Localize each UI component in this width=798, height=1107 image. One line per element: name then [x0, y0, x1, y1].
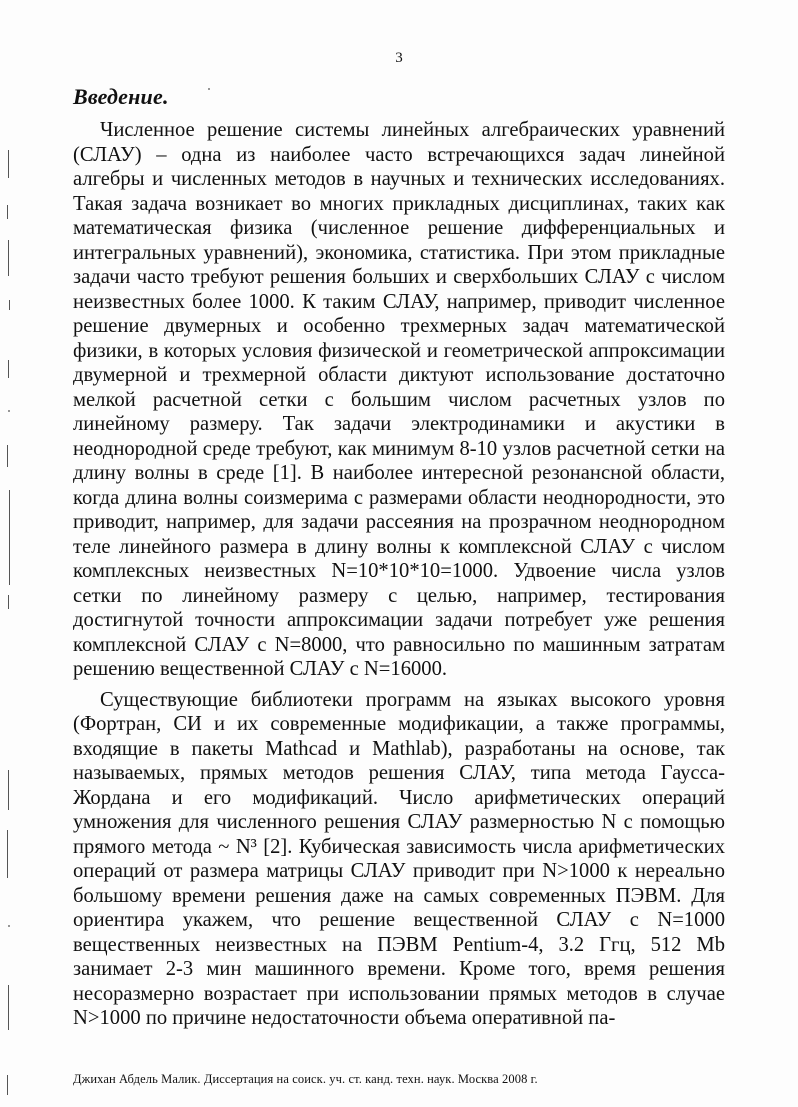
- scan-artifact: [8, 925, 10, 927]
- paragraph-2: Существующие библиотеки программ на языках высокого уровня (Фортран, СИ и их современные модификации, а также программы, входящие в пакеты Mathcad и Mathlab), разработаны на основе, так называемых, прямых методов решения СЛАУ, типа метода Гаусса-Жордана и его модификаций. Число арифметических операций умножения для численного решения СЛАУ размерностью N с помощью прямого метода ~ N³ [2]. Кубическая зависимость числа арифметических операций от размера матрицы СЛАУ приводит при N>1000 к нереально большому времени решения даже на самых современных ПЭВМ. Для ориентира укажем, что решение вещественной СЛАУ с N=1000 вещественных неизвестных на ПЭВМ Pentium-4, 3.2 Ггц, 512 Mb занимает 2-3 мин машинного времени. Кроме того, время решения несоразмерно возрастает при использовании прямых методов в случае N>1000 по причине недостаточности объема оперативной па-: [73, 688, 725, 1029]
- page-footer: Джихан Абдель Малик. Диссертация на соиск. уч. ст. канд. техн. наук. Москва 2008 г.: [73, 1072, 538, 1086]
- scan-artifact: [7, 1075, 8, 1095]
- body-text: [73, 118, 725, 1031]
- scan-artifact: [9, 490, 10, 585]
- scan-artifact: [7, 445, 8, 467]
- scan-artifact: [8, 360, 9, 378]
- scan-artifact: [8, 985, 9, 1030]
- scan-artifact: [7, 830, 8, 878]
- scan-artifact: [8, 240, 9, 276]
- scan-artifact: [8, 410, 10, 412]
- scan-artifact: [8, 595, 9, 609]
- scan-artifact: [8, 770, 9, 810]
- scan-artifact: [208, 88, 210, 90]
- scan-artifact: [7, 205, 8, 219]
- section-heading: Введение.: [73, 84, 169, 109]
- scan-artifact: [8, 150, 9, 178]
- paragraph-1: Численное решение системы линейных алгебраических уравнений (СЛАУ) – одна из наиболее часто встречающихся задач линейной алгебры и численных методов в научных и технических исследованиях. Такая задача возникает во многих прикладных дисциплинах, таких как математическая физика (численное решение дифференциальных и интегральных уравнений), экономика, статистика. При этом прикладные задачи часто требуют решения больших и сверхбольших СЛАУ с числом неизвестных более 1000. К таким СЛАУ, например, приводит численное решение двумерных и особенно трехмерных задач математической физики, в которых условия физической и геометрической аппроксимации двумерной и трехмерной области диктуют использование достаточно мелкой расчетной сетки с большим числом расчетных узлов по линейному размеру. Так задачи электродинамики и акустики в неоднородной среде требуют, как минимум 8-10 узлов расчетной сетки на длину волны в среде [1]. В наиболее интересной резонансной области, когда длина волны соизмерима с размерами области неоднородности, это приводит, например, для задачи рассеяния на прозрачном неоднородном теле линейного размера в длину волны к комплексной СЛАУ с числом комплексных неизвестных N=10*10*10=1000. Удвоение числа узлов сетки по линейному размеру с целью, например, тестирования достигнутой точности аппроксимации задачи потребует уже решения комплексной СЛАУ с N=8000, что равносильно по машинным затратам решению вещественной СЛАУ с N=16000.: [73, 119, 725, 680]
- page-number: 3: [395, 50, 403, 66]
- scan-artifact: [9, 300, 10, 310]
